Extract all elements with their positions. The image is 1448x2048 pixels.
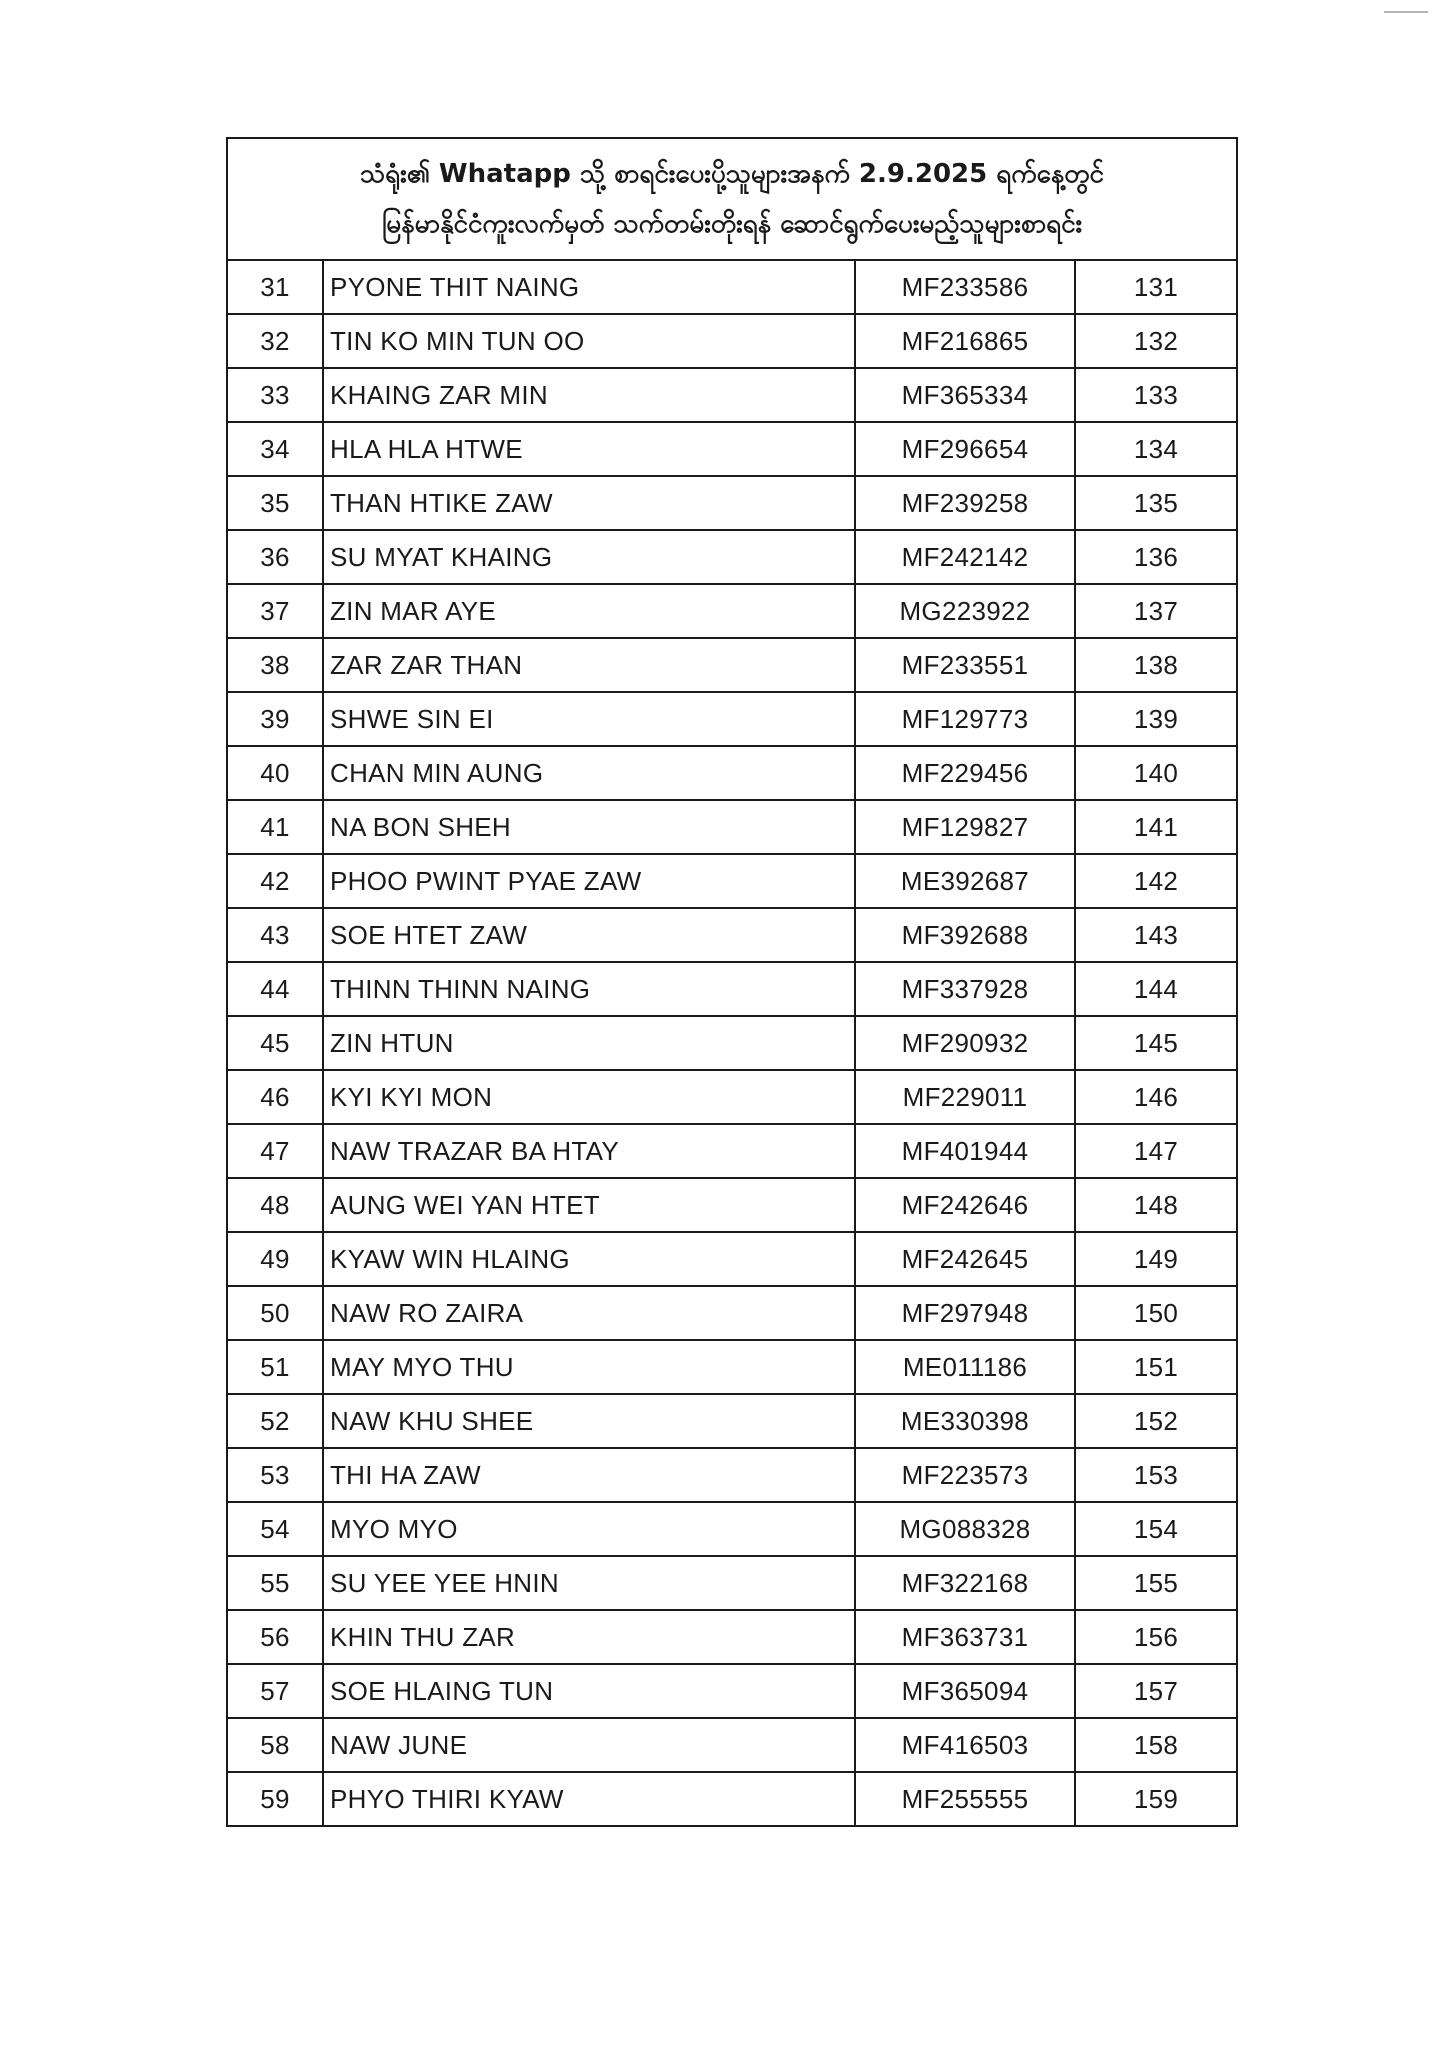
name-cell: SU MYAT KHAING (322, 531, 854, 583)
passport-number-cell: MF337928 (854, 963, 1074, 1015)
serial-number-cell: 131 (1074, 261, 1236, 313)
name-cell: HLA HLA HTWE (322, 423, 854, 475)
name-cell: ZIN MAR AYE (322, 585, 854, 637)
serial-number-cell: 142 (1074, 855, 1236, 907)
name-cell: NAW KHU SHEE (322, 1395, 854, 1447)
table-row (228, 1557, 1236, 1611)
name-cell: SU YEE YEE HNIN (322, 1557, 854, 1609)
table-row (228, 1341, 1236, 1395)
passport-number-cell: MF223573 (854, 1449, 1074, 1501)
passport-number-cell: MF229456 (854, 747, 1074, 799)
table-row (228, 1395, 1236, 1449)
passport-number-cell: MF290932 (854, 1017, 1074, 1069)
header-line-1: သံရုံး၏ Whatapp သို့ စာရင်းပေးပို့သူများအနက် 2.9.2025 ရက်နေ့တွင် (360, 159, 1104, 189)
name-cell: KHIN THU ZAR (322, 1611, 854, 1663)
name-cell: TIN KO MIN TUN OO (322, 315, 854, 367)
table-row (228, 369, 1236, 423)
name-cell: NA BON SHEH (322, 801, 854, 853)
row-number-cell: 56 (260, 1621, 290, 1652)
passport-number-cell: MF242646 (854, 1179, 1074, 1231)
row-number-cell: 55 (260, 1567, 290, 1598)
row-number-cell: 36 (260, 541, 290, 572)
serial-number-cell: 139 (1074, 693, 1236, 745)
name-cell: NAW TRAZAR BA HTAY (322, 1125, 854, 1177)
table-row (228, 1071, 1236, 1125)
row-number-cell: 38 (260, 649, 290, 680)
passport-number-cell: MF242142 (854, 531, 1074, 583)
serial-number-cell: 143 (1074, 909, 1236, 961)
passport-number-cell: MF297948 (854, 1287, 1074, 1339)
table-row (228, 1233, 1236, 1287)
row-number-cell: 50 (260, 1297, 290, 1328)
serial-number-cell: 153 (1074, 1449, 1236, 1501)
name-cell: PHYO THIRI KYAW (322, 1773, 854, 1825)
row-number-cell: 54 (260, 1513, 290, 1544)
row-number-cell: 51 (260, 1351, 290, 1382)
passport-number-cell: MF233586 (854, 261, 1074, 313)
row-number-cell: 42 (260, 865, 290, 896)
serial-number-cell: 141 (1074, 801, 1236, 853)
passport-number-cell: MG223922 (854, 585, 1074, 637)
name-cell: KYI KYI MON (322, 1071, 854, 1123)
row-number-cell: 47 (260, 1135, 290, 1166)
table-row (228, 963, 1236, 1017)
serial-number-cell: 132 (1074, 315, 1236, 367)
passport-number-cell: MF322168 (854, 1557, 1074, 1609)
table-row (228, 639, 1236, 693)
table-row (228, 909, 1236, 963)
row-number-cell: 41 (260, 811, 290, 842)
table-body (228, 261, 1236, 1825)
name-cell: ZAR ZAR THAN (322, 639, 854, 691)
serial-number-cell: 133 (1074, 369, 1236, 421)
row-number-cell: 34 (260, 433, 290, 464)
table-row (228, 1125, 1236, 1179)
serial-number-cell: 151 (1074, 1341, 1236, 1393)
name-cell: SHWE SIN EI (322, 693, 854, 745)
serial-number-cell: 150 (1074, 1287, 1236, 1339)
table-row (228, 423, 1236, 477)
serial-number-cell: 148 (1074, 1179, 1236, 1231)
name-cell: SOE HTET ZAW (322, 909, 854, 961)
serial-number-cell: 147 (1074, 1125, 1236, 1177)
name-cell: AUNG WEI YAN HTET (322, 1179, 854, 1231)
name-cell: KYAW WIN HLAING (322, 1233, 854, 1285)
table-header (228, 139, 1236, 261)
passport-number-cell: MF239258 (854, 477, 1074, 529)
name-cell: KHAING ZAR MIN (322, 369, 854, 421)
name-cell: CHAN MIN AUNG (322, 747, 854, 799)
name-cell: THINN THINN NAING (322, 963, 854, 1015)
passport-number-cell: MF416503 (854, 1719, 1074, 1771)
passport-number-cell: ME011186 (854, 1341, 1074, 1393)
row-number-cell: 32 (260, 325, 290, 356)
name-cell: PYONE THIT NAING (322, 261, 854, 313)
serial-number-cell: 136 (1074, 531, 1236, 583)
table-row (228, 693, 1236, 747)
row-number-cell: 37 (260, 595, 290, 626)
passport-list-table (226, 137, 1238, 1827)
passport-number-cell: MF363731 (854, 1611, 1074, 1663)
serial-number-cell: 145 (1074, 1017, 1236, 1069)
serial-number-cell: 156 (1074, 1611, 1236, 1663)
row-number-cell: 58 (260, 1729, 290, 1760)
table-row (228, 315, 1236, 369)
row-number-cell: 57 (260, 1675, 290, 1706)
row-number-cell: 31 (260, 271, 290, 302)
serial-number-cell: 144 (1074, 963, 1236, 1015)
passport-number-cell: MF392688 (854, 909, 1074, 961)
row-number-cell: 49 (260, 1243, 290, 1274)
name-cell: ZIN HTUN (322, 1017, 854, 1069)
passport-number-cell: MF365094 (854, 1665, 1074, 1717)
serial-number-cell: 154 (1074, 1503, 1236, 1555)
row-number-cell: 39 (260, 703, 290, 734)
passport-number-cell: MF229011 (854, 1071, 1074, 1123)
row-number-cell: 53 (260, 1459, 290, 1490)
table-row (228, 855, 1236, 909)
table-row (228, 585, 1236, 639)
serial-number-cell: 135 (1074, 477, 1236, 529)
table-row (228, 801, 1236, 855)
table-row (228, 1179, 1236, 1233)
serial-number-cell: 157 (1074, 1665, 1236, 1717)
row-number-cell: 43 (260, 919, 290, 950)
passport-number-cell: MF296654 (854, 423, 1074, 475)
table-row (228, 1665, 1236, 1719)
name-cell: MYO MYO (322, 1503, 854, 1555)
table-row (228, 1503, 1236, 1557)
serial-number-cell: 138 (1074, 639, 1236, 691)
name-cell: PHOO PWINT PYAE ZAW (322, 855, 854, 907)
row-number-cell: 46 (260, 1081, 290, 1112)
passport-number-cell: ME330398 (854, 1395, 1074, 1447)
row-number-cell: 33 (260, 379, 290, 410)
passport-number-cell: MF216865 (854, 315, 1074, 367)
table-row (228, 1287, 1236, 1341)
serial-number-cell: 146 (1074, 1071, 1236, 1123)
row-number-cell: 59 (260, 1783, 290, 1814)
row-number-cell: 40 (260, 757, 290, 788)
table-row (228, 477, 1236, 531)
serial-number-cell: 140 (1074, 747, 1236, 799)
passport-number-cell: MG088328 (854, 1503, 1074, 1555)
serial-number-cell: 152 (1074, 1395, 1236, 1447)
passport-number-cell: MF255555 (854, 1773, 1074, 1825)
table-row (228, 1611, 1236, 1665)
name-cell: THI HA ZAW (322, 1449, 854, 1501)
passport-number-cell: MF242645 (854, 1233, 1074, 1285)
table-row (228, 1017, 1236, 1071)
table-row (228, 1449, 1236, 1503)
serial-number-cell: 159 (1074, 1773, 1236, 1825)
name-cell: NAW JUNE (322, 1719, 854, 1771)
row-number-cell: 45 (260, 1027, 290, 1058)
passport-number-cell: MF129827 (854, 801, 1074, 853)
name-cell: NAW RO ZAIRA (322, 1287, 854, 1339)
table-row (228, 1773, 1236, 1825)
name-cell: SOE HLAING TUN (322, 1665, 854, 1717)
passport-number-cell: ME392687 (854, 855, 1074, 907)
header-line-2: မြန်မာနိုင်ငံကူးလက်မှတ် သက်တမ်းတိုးရန် ဆောင်ရွက်ပေးမည့်သူများစာရင်း (381, 209, 1083, 239)
serial-number-cell: 155 (1074, 1557, 1236, 1609)
passport-number-cell: MF129773 (854, 693, 1074, 745)
row-number-cell: 48 (260, 1189, 290, 1220)
serial-number-cell: 134 (1074, 423, 1236, 475)
name-cell: THAN HTIKE ZAW (322, 477, 854, 529)
serial-number-cell: 149 (1074, 1233, 1236, 1285)
table-row (228, 1719, 1236, 1773)
passport-number-cell: MF233551 (854, 639, 1074, 691)
table-row (228, 531, 1236, 585)
passport-number-cell: MF401944 (854, 1125, 1074, 1177)
row-number-cell: 44 (260, 973, 290, 1004)
row-number-cell: 35 (260, 487, 290, 518)
serial-number-cell: 137 (1074, 585, 1236, 637)
table-row (228, 747, 1236, 801)
table-row (228, 261, 1236, 315)
serial-number-cell: 158 (1074, 1719, 1236, 1771)
row-number-cell: 52 (260, 1405, 290, 1436)
passport-number-cell: MF365334 (854, 369, 1074, 421)
name-cell: MAY MYO THU (322, 1341, 854, 1393)
scan-mark (1384, 11, 1428, 13)
